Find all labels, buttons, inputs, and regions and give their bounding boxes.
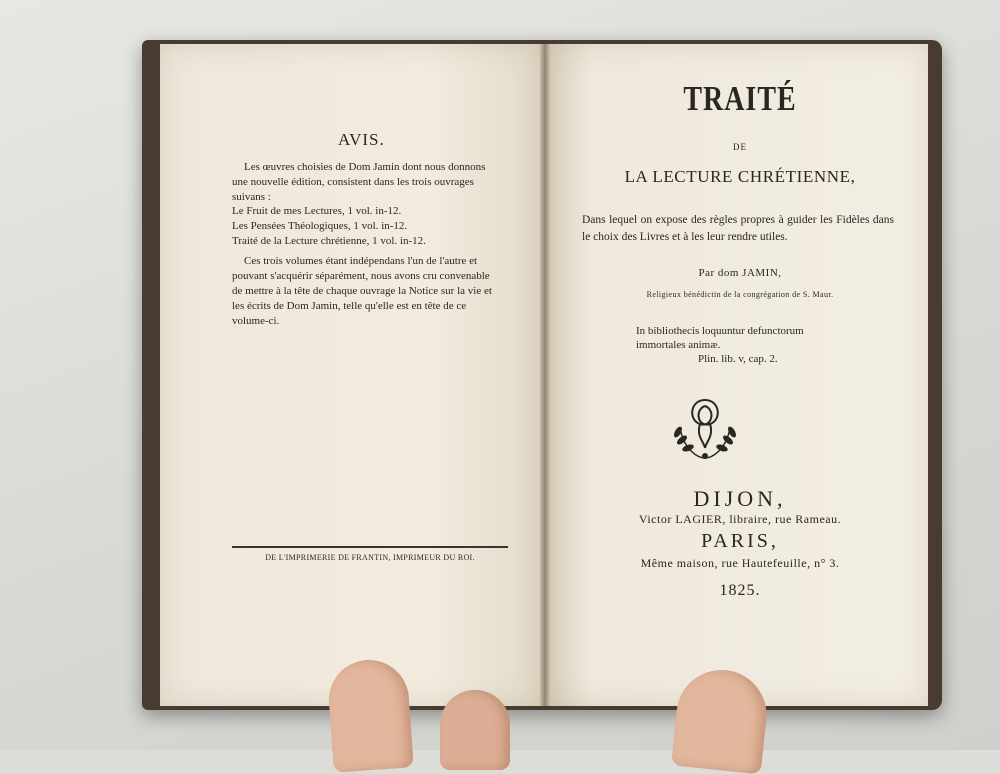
avis-paragraph-2: Ces trois volumes étant indépendans l'un de l'autre et pouvant s'acquérir séparément, nous avons cru convenable de mettre à la tête de chaque ouvrage la Notice sur la vie et les écrits de Dom Jamin, telle qu'elle est en tête de ce volume-ci.: [232, 255, 492, 327]
epigraph: [636, 324, 876, 366]
city-paris: PARIS,: [701, 530, 779, 552]
title-connector: DE: [733, 142, 747, 152]
epigraph-line: In bibliothecis loquuntur defunctorum: [636, 325, 804, 337]
publisher-paris: Même maison, rue Hautefeuille, n° 3.: [640, 556, 840, 570]
publisher-dijon: Victor LAGIER, libraire, rue Rameau.: [638, 512, 842, 526]
author-role: Religieux bénédictin de la congrégation de S. Maur.: [646, 290, 834, 299]
epigraph-line: immortales animæ.: [636, 339, 721, 351]
epigraph-citation: Plin. lib. v, cap. 2.: [698, 353, 778, 365]
printer-imprint: DE L'IMPRIMERIE DE FRANTIN, IMPRIMEUR DU ROI.: [265, 553, 475, 562]
monogram-wreath-emblem: [660, 392, 750, 472]
book-title: TRAITÉ: [683, 80, 797, 119]
book-subtitle: LA LECTURE CHRÉTIENNE,: [624, 167, 856, 186]
book-description: Dans lequel on expose des règles propres à guider les Fidèles dans le choix des Livres et à les leur rendre utiles.: [582, 214, 894, 243]
avis-paragraph-1: Les œuvres choisies de Dom Jamin dont nous donnons une nouvelle édition, consistent dans les trois ouvrages suivans :: [232, 161, 486, 203]
city-dijon: DIJON,: [693, 486, 787, 511]
work-item: Le Fruit de mes Lectures, 1 vol. in-12.: [232, 205, 402, 217]
publication-year: 1825.: [719, 582, 761, 599]
works-list: [232, 204, 502, 249]
work-item: Les Pensées Théologiques, 1 vol. in-12.: [232, 220, 408, 232]
imprint-rule: [232, 546, 508, 548]
work-item: Traité de la Lecture chrétienne, 1 vol. in-12.: [232, 235, 426, 247]
left-finger: [440, 690, 510, 770]
left-thumb: [326, 657, 413, 772]
author-line: Par dom JAMIN,: [698, 267, 782, 279]
book-gutter: [540, 44, 550, 706]
